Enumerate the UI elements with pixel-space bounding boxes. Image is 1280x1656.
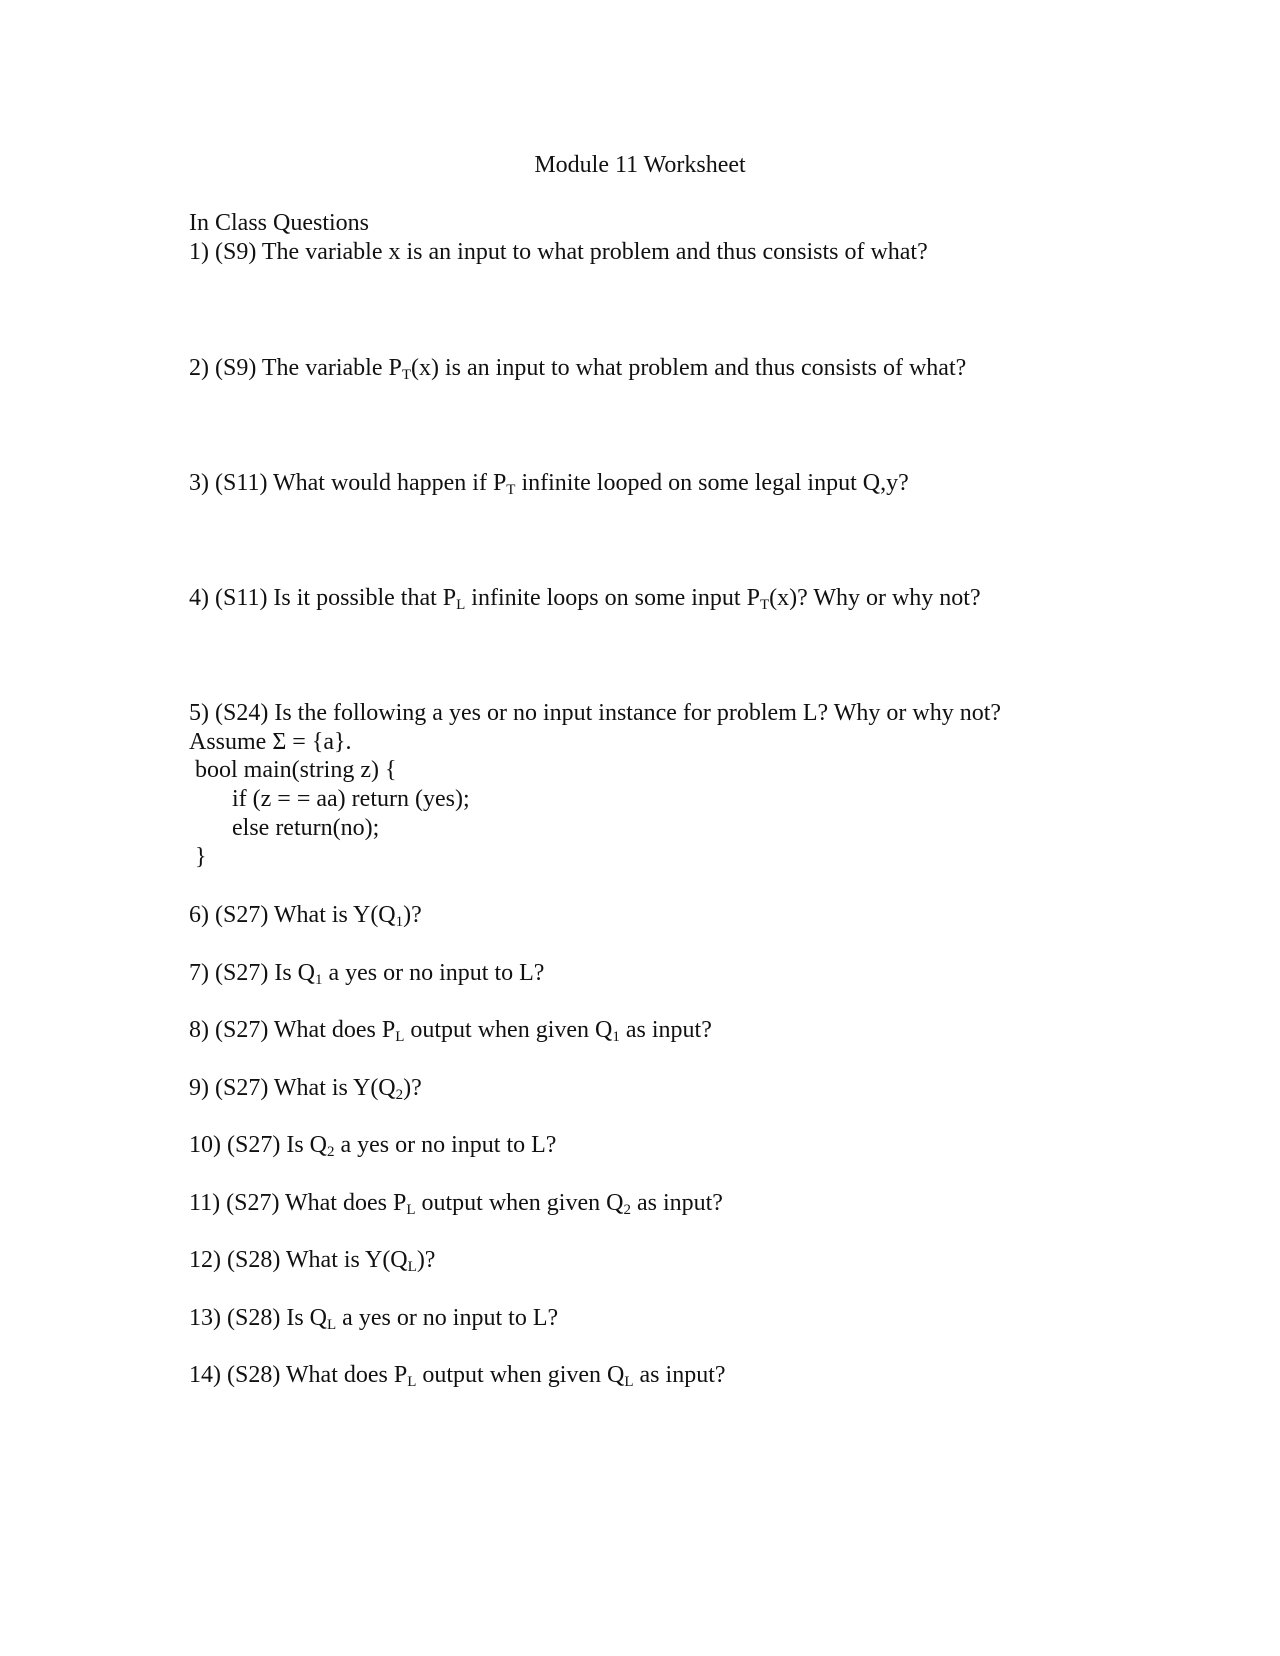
question-1: 1) (S9) The variable x is an input to what problem and thus consists of what? (189, 239, 928, 265)
question-text: output when given Q (415, 1190, 624, 1216)
question-text: )? (416, 1247, 436, 1273)
question-text: 6) (S27) What is Y(Q (189, 902, 396, 928)
subscript: 1 (612, 1029, 620, 1045)
question-text: 13) (S28) Is Q (189, 1305, 327, 1331)
question-text: 12) (S28) What is Y(Q (189, 1247, 408, 1273)
page-title: Module 11 Worksheet (534, 152, 746, 178)
question-text: 4) (S11) Is it possible that P (189, 585, 457, 611)
question-text: )? (403, 1075, 422, 1101)
question-text: )? (403, 902, 422, 928)
subscript: 1 (315, 972, 323, 988)
question-text: as input? (633, 1362, 726, 1388)
subscript: L (407, 1259, 417, 1275)
question-text: infinite looped on some legal input Q,y? (515, 470, 909, 496)
subscript: L (395, 1029, 405, 1045)
question-text: 8) (S27) What does P (189, 1017, 396, 1043)
subscript: L (456, 597, 466, 613)
question-text: 11) (S27) What does P (189, 1190, 407, 1216)
question-7 (189, 958, 544, 991)
question-6 (189, 900, 422, 933)
question-text: output when given Q (404, 1017, 613, 1043)
question-text: 7) (S27) Is Q (189, 960, 315, 986)
question-text: 14) (S28) What does P (189, 1362, 408, 1388)
subscript: L (407, 1374, 417, 1390)
question-9 (189, 1073, 422, 1106)
question-text: infinite loops on some input P (465, 585, 760, 611)
section-heading: In Class Questions (189, 210, 369, 236)
subscript: 2 (623, 1202, 631, 1218)
question-text: as input? (630, 1190, 723, 1216)
subscript: 2 (327, 1144, 335, 1160)
question-text: as input? (619, 1017, 712, 1043)
code-line-3: else return(no); (232, 815, 380, 841)
question-text: 2) (S9) The variable P (189, 355, 402, 381)
subscript: 2 (395, 1087, 404, 1103)
question-5: 5) (S24) Is the following a yes or no input instance for problem L? Why or why not? (189, 700, 1002, 726)
question-5-assumption: Assume Σ = {a}. (189, 729, 352, 755)
question-10 (189, 1130, 556, 1163)
subscript: L (327, 1317, 337, 1333)
subscript: T (759, 597, 770, 613)
question-text: (x)? Why or why not? (769, 585, 981, 611)
code-line-4: } (189, 844, 207, 870)
code-line-2: if (z = = aa) return (yes); (232, 786, 470, 812)
subscript: 1 (395, 914, 404, 930)
question-11 (189, 1188, 723, 1221)
question-text: output when given Q (416, 1362, 625, 1388)
question-8 (189, 1015, 712, 1048)
question-text: 10) (S27) Is Q (189, 1132, 327, 1158)
subscript: L (624, 1374, 634, 1390)
subscript: T (401, 367, 412, 383)
question-text: 9) (S27) What is Y(Q (189, 1075, 396, 1101)
question-14 (189, 1360, 726, 1393)
code-line-1: bool main(string z) { (189, 757, 397, 783)
question-3 (189, 468, 909, 501)
question-12 (189, 1245, 435, 1278)
question-text: 3) (S11) What would happen if P (189, 470, 507, 496)
question-text: (x) is an input to what problem and thus consists of what? (411, 355, 967, 381)
question-text: a yes or no input to L? (322, 960, 545, 986)
question-13 (189, 1303, 558, 1336)
question-text: a yes or no input to L? (334, 1132, 557, 1158)
question-2 (189, 353, 966, 386)
question-4 (189, 583, 981, 616)
subscript: T (506, 482, 516, 498)
subscript: L (406, 1202, 416, 1218)
question-text: a yes or no input to L? (336, 1305, 559, 1331)
